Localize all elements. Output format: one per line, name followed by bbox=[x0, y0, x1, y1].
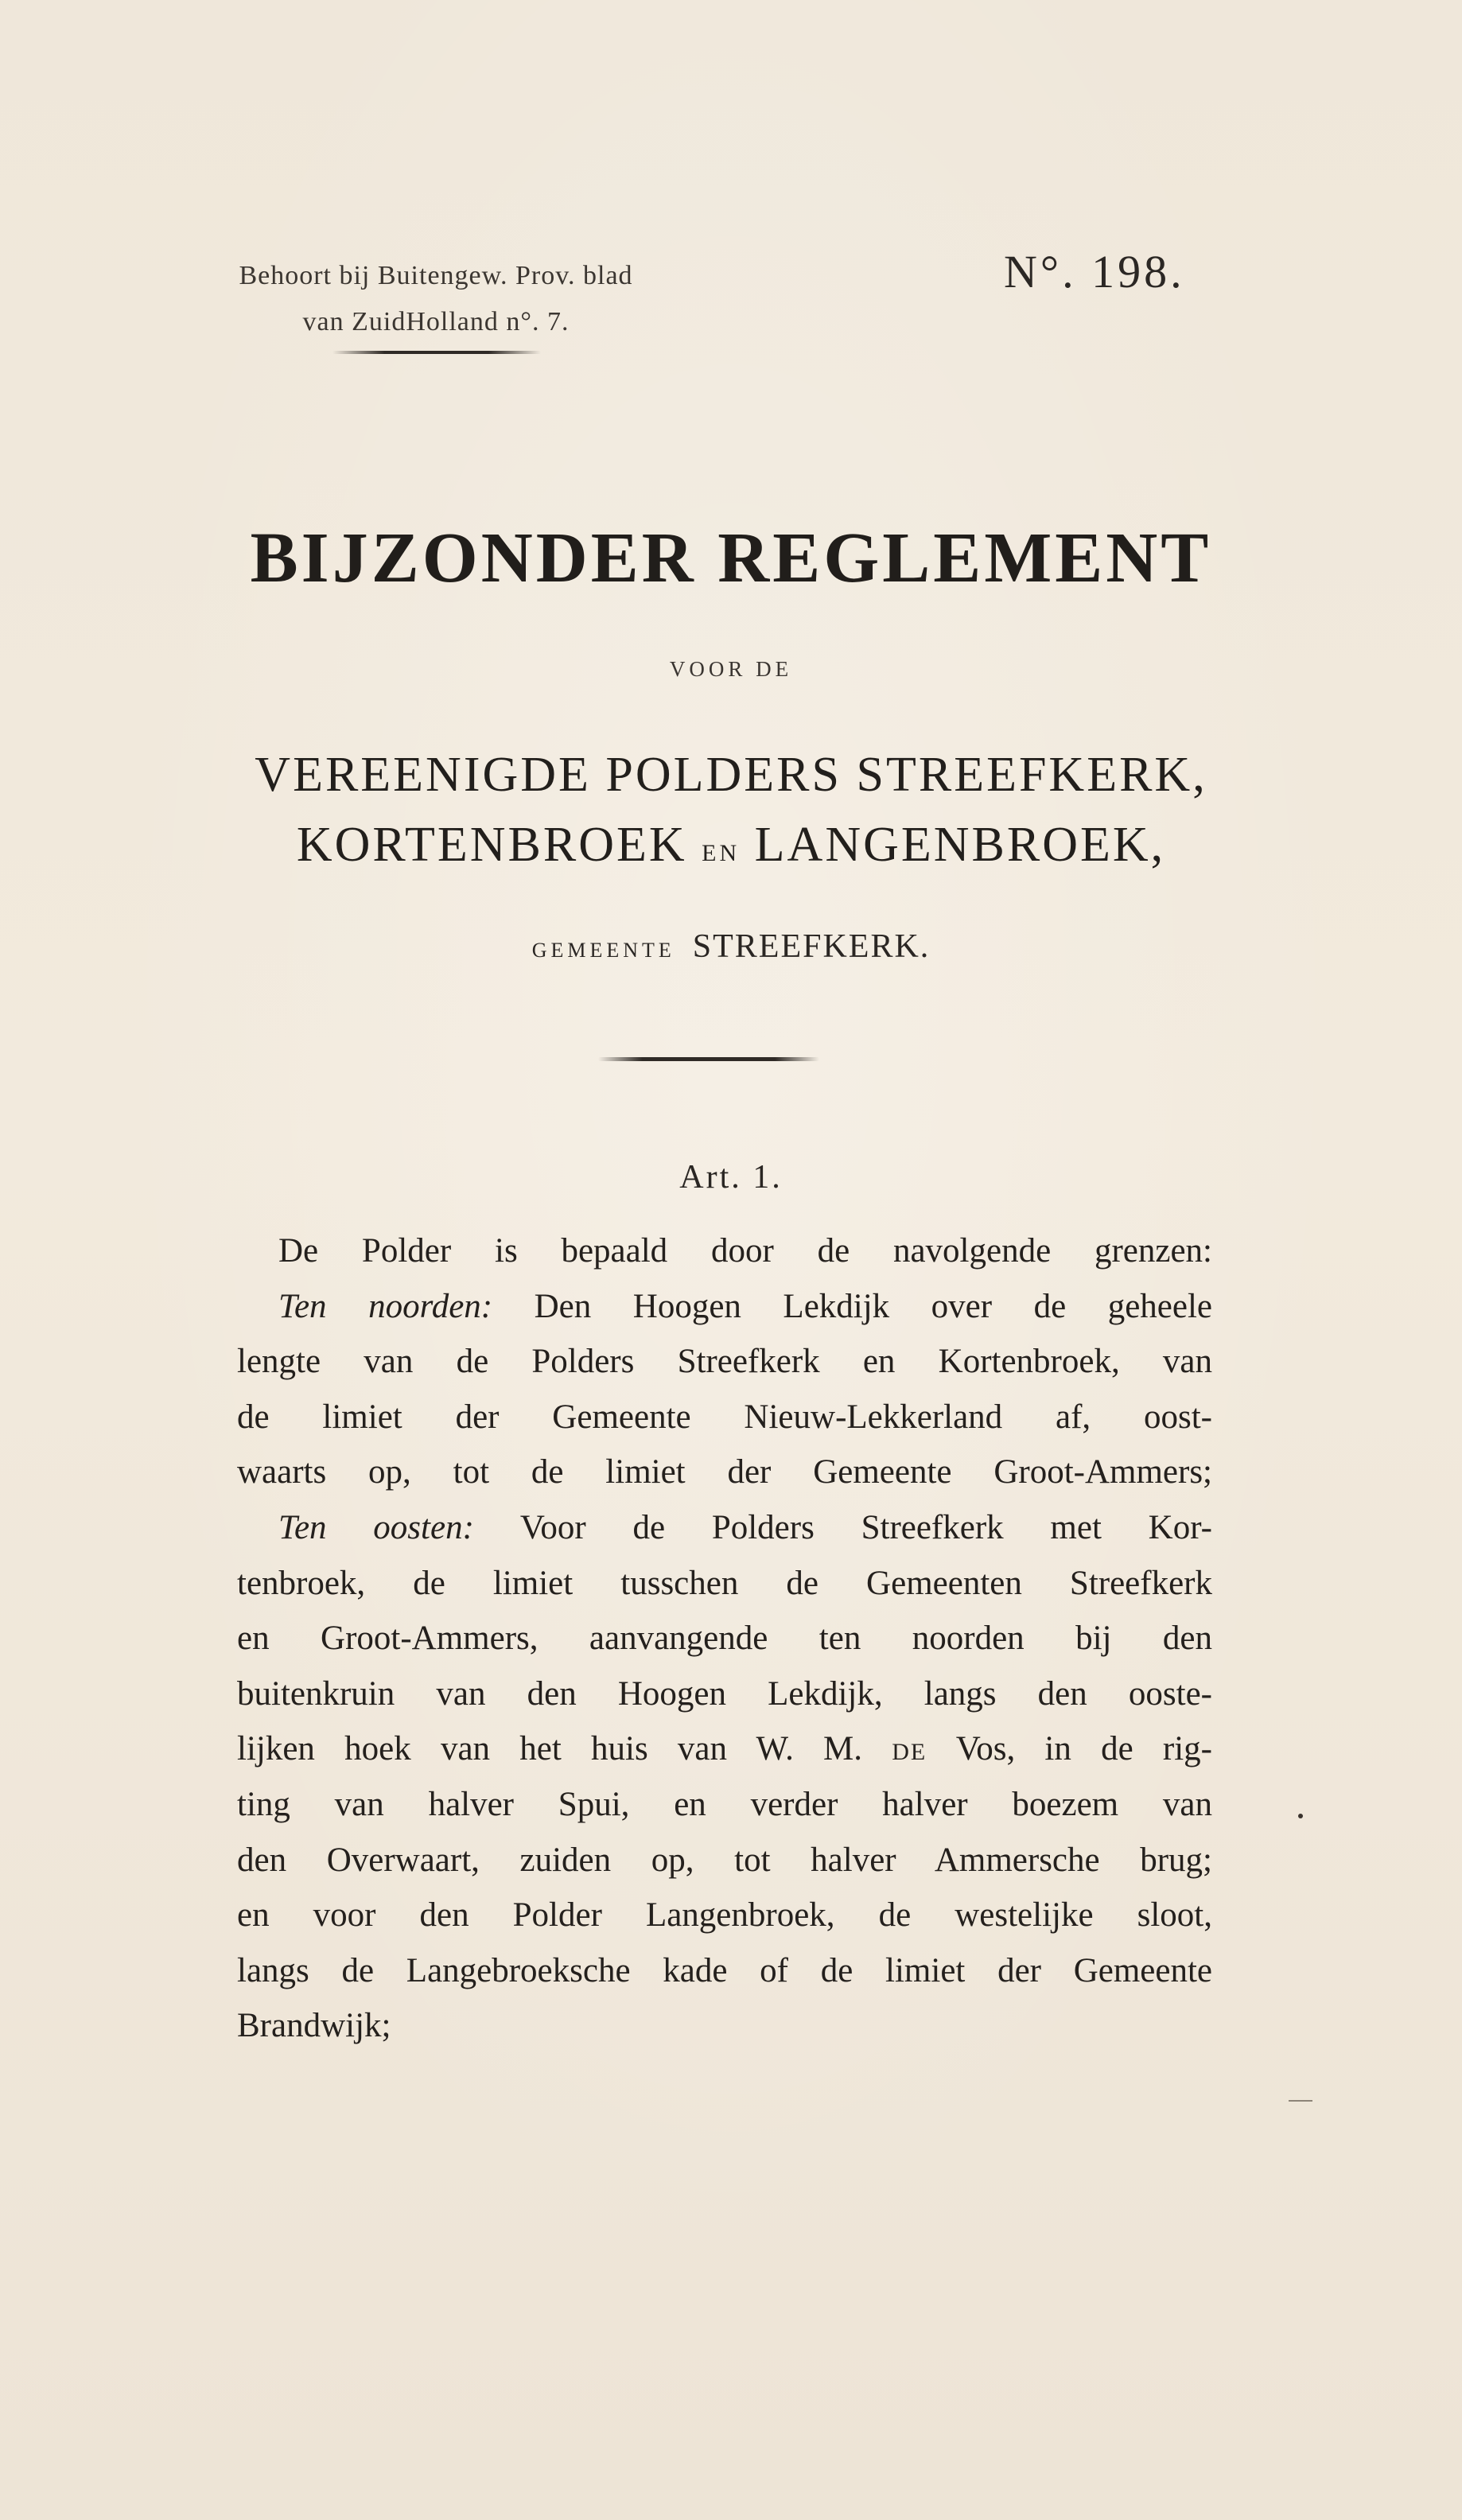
article-line: de limiet der Gemeente Nieuw-Lekkerland af, oost- bbox=[237, 1398, 1212, 1436]
article-line: Ten oosten: Voor de Polders Streefkerk met Kor- bbox=[278, 1508, 1212, 1546]
ten-noorden-label: Ten noorden: bbox=[278, 1287, 493, 1325]
polders-heading bbox=[0, 740, 1462, 889]
gazette-reference-line-1: Behoort bij Buitengew. Prov. blad bbox=[239, 261, 633, 290]
polder-kortenbroek: KORTENBROEK bbox=[296, 818, 687, 872]
article-line: tenbroek, de limiet tusschen de Gemeenten Streefkerk bbox=[237, 1564, 1212, 1602]
gazette-reference-line-2: van ZuidHolland n°. 7. bbox=[302, 307, 570, 336]
header-rule bbox=[332, 351, 541, 354]
article-line: en voor den Polder Langenbroek, de westelijke sloot, bbox=[237, 1896, 1212, 1935]
article-line: ting van halver Spui, en verder halver boezem van bbox=[237, 1785, 1212, 1823]
paper-mark bbox=[1289, 2100, 1312, 2102]
municipality-name: STREEFKERK. bbox=[692, 928, 931, 965]
municipality-label: GEMEENTE bbox=[531, 939, 675, 962]
polder-langenbroek: LANGENBROEK, bbox=[754, 818, 1166, 872]
section-rule bbox=[598, 1057, 819, 1061]
article-line: lengte van de Polders Streefkerk en Kortenbroek, van bbox=[237, 1343, 1212, 1381]
gazette-reference bbox=[213, 253, 659, 345]
document-title: BIJZONDER REGLEMENT bbox=[250, 519, 1212, 597]
title-connector: VOOR DE bbox=[669, 657, 793, 681]
article-line: lijken hoek van het huis van W. M. DE Vos, in de rig- bbox=[237, 1730, 1212, 1768]
municipality-heading bbox=[0, 928, 1462, 966]
polders-heading-line-2 bbox=[0, 810, 1462, 889]
article-line: waarts op, tot de limiet der Gemeente Groot-Ammers; bbox=[237, 1453, 1212, 1491]
article-line: Brandwijk; bbox=[237, 2007, 391, 2045]
article-line: Ten noorden: Den Hoogen Lekdijk over de geheele bbox=[278, 1287, 1212, 1325]
paper-speck bbox=[1298, 1814, 1303, 1818]
article-line: De Polder is bepaald door de navolgende grenzen: bbox=[278, 1232, 1212, 1270]
article-heading: Art. 1. bbox=[679, 1159, 783, 1196]
article-line: den Overwaart, zuiden op, tot halver Ammersche brug; bbox=[237, 1841, 1212, 1879]
ten-oosten-label: Ten oosten: bbox=[278, 1508, 474, 1546]
article-line: en Groot-Ammers, aanvangende ten noorden bij den bbox=[237, 1620, 1212, 1658]
article-line: buitenkruin van den Hoogen Lekdijk, langs den ooste- bbox=[237, 1674, 1212, 1713]
polders-heading-line-1: VEREENIGDE POLDERS STREEFKERK, bbox=[255, 748, 1207, 802]
polders-conjunction: EN bbox=[702, 840, 741, 866]
article-body bbox=[237, 1223, 1212, 2054]
name-particle: DE bbox=[892, 1739, 927, 1766]
article-line: langs de Langebroeksche kade of de limiet der Gemeente bbox=[237, 1951, 1212, 1989]
document-number: N°. 198. bbox=[1004, 246, 1185, 298]
